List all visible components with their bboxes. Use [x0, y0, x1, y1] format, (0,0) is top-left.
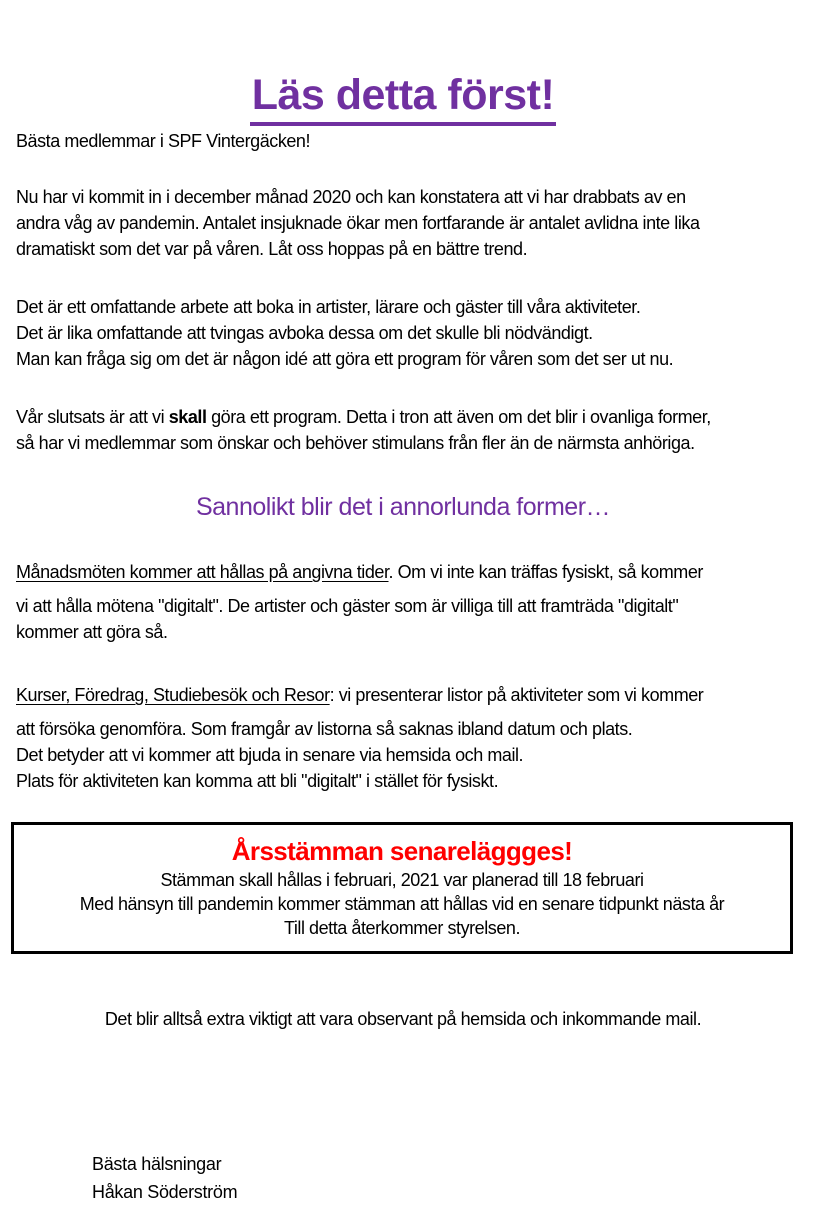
- paragraph-courses: [16, 682, 806, 794]
- paragraph-line: att försöka genomföra. Som framgår av listorna så saknas ibland datum och plats.: [16, 719, 633, 739]
- monthly-meetings-text: . Om vi inte kan träffas fysiskt, så kommer: [388, 562, 703, 582]
- paragraph-line: Det betyder att vi kommer att bjuda in senare via hemsida och mail.: [16, 745, 524, 765]
- greeting-text: Bästa medlemmar i SPF Vintergäcken!: [16, 131, 311, 151]
- notice-line: Stämman skall hållas i februari, 2021 var planerad till 18 februari: [160, 870, 644, 890]
- courses-heading: Kurser, Föredrag, Studiebesök och Resor: [16, 685, 330, 705]
- paragraph-bookings: [16, 294, 806, 372]
- document-title: [0, 69, 806, 126]
- paragraph-conclusion: [16, 404, 806, 456]
- courses-text: : vi presenterar listor på aktiviteter som vi kommer: [329, 685, 704, 705]
- greeting: [16, 128, 806, 154]
- signature-name: Håkan Söderström: [92, 1182, 238, 1202]
- paragraph-situation: [16, 184, 806, 262]
- emphasis-skall: skall: [168, 407, 207, 427]
- paragraph-line: Nu har vi kommit in i december månad 2020 och kan konstatera att vi har drabbats av en: [16, 187, 686, 207]
- paragraph-line: dramatiskt som det var på våren. Låt oss hoppas på en bättre trend.: [16, 239, 528, 259]
- signature-salutation: Bästa hälsningar: [92, 1154, 222, 1174]
- notice-line: Med hänsyn till pandemin kommer stämman att hållas vid en senare tidpunkt nästa år: [79, 894, 725, 914]
- paragraph-line: Det är ett omfattande arbete att boka in artister, lärare och gäster till våra aktiviteter.: [16, 297, 641, 317]
- paragraph-line: Det är lika omfattande att tvingas avboka dessa om det skulle bli nödvändigt.: [16, 323, 593, 343]
- conclusion-text-start: Vår slutsats är att vi: [16, 407, 169, 427]
- paragraph-line: [16, 559, 806, 585]
- paragraph-line: Man kan fråga sig om det är någon idé att göra ett program för våren som det ser ut nu.: [16, 349, 674, 369]
- document-title-text: Läs detta först!: [250, 72, 557, 126]
- signature: [92, 1150, 237, 1206]
- closing-note: Det blir alltså extra viktigt att vara observant på hemsida och inkommande mail.: [104, 1009, 702, 1029]
- paragraph-line: andra våg av pandemin. Antalet insjuknade ökar men fortfarande är antalet avlidna inte lika: [16, 213, 700, 233]
- conclusion-text-end: göra ett program. Detta i tron att även om det blir i ovanliga former,: [206, 407, 711, 427]
- paragraph-line: kommer att göra så.: [16, 622, 168, 642]
- section-subheading: Sannolikt blir det i annorlunda former…: [195, 493, 611, 521]
- paragraph-line: [16, 404, 806, 430]
- paragraph-line: Plats för aktiviteten kan komma att bli "digitalt" i stället för fysiskt.: [16, 771, 499, 791]
- notice-title: Årsstämman senareläggges!: [231, 836, 573, 866]
- notice-line: Till detta återkommer styrelsen.: [283, 918, 520, 938]
- paragraph-line: [16, 682, 806, 708]
- paragraph-line: vi att hålla mötena "digitalt". De artister och gäster som är villiga till att framträda "digitalt": [16, 596, 679, 616]
- annual-meeting-notice: [11, 822, 793, 954]
- paragraph-line: så har vi medlemmar som önskar och behöver stimulans från fler än de närmsta anhöriga.: [16, 433, 695, 453]
- monthly-meetings-heading: Månadsmöten kommer att hållas på angivna tider: [16, 562, 389, 582]
- paragraph-monthly-meetings: [16, 559, 806, 645]
